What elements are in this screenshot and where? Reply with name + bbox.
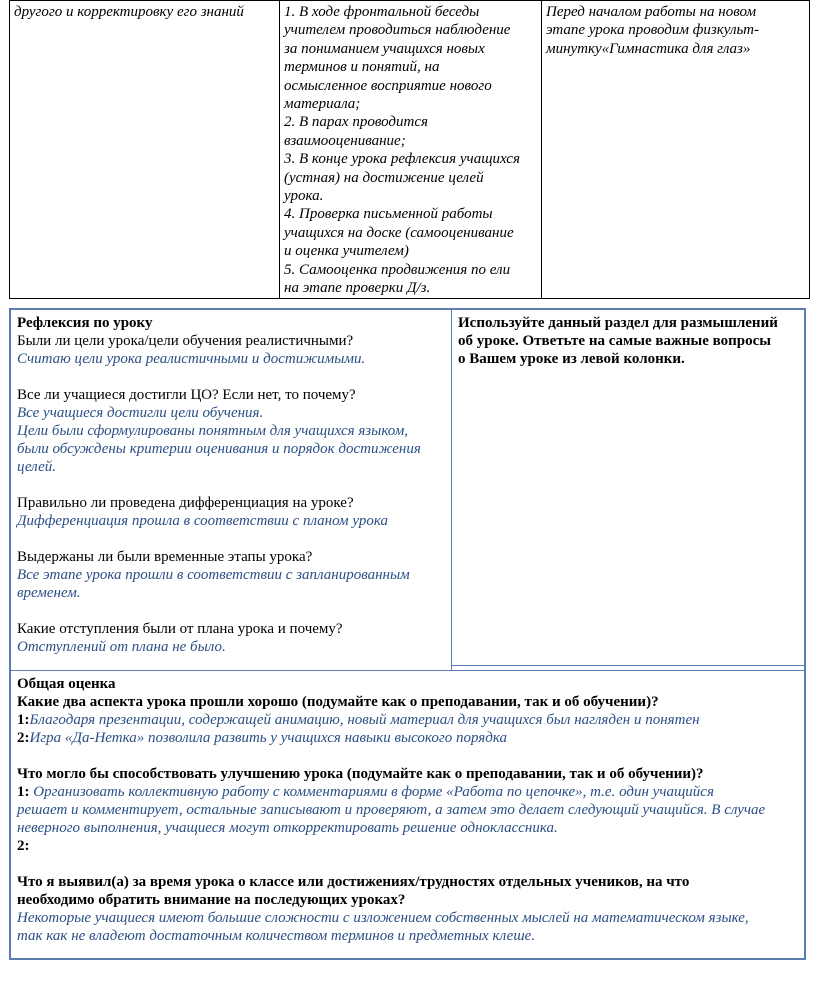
table-row <box>10 309 805 665</box>
reflection-title: Рефлексия по уроку <box>17 315 153 331</box>
reflection-questions-cell <box>10 309 452 670</box>
reflection-answer: Дифференциация прошла в соответствии с планом урока <box>17 513 388 529</box>
cell-text: на этапе проверки Д/з. <box>284 280 431 297</box>
cell-text: этапе урока проводим физкульт- <box>546 22 759 39</box>
reflection-question: Были ли цели урока/цели обучения реалистичными? <box>17 333 354 349</box>
reflection-answer: Все этапе урока прошли в соответствии с запланированным <box>17 567 410 583</box>
overall-question: Что я выявил(а) за время урока о классе или достижениях/трудностях отдельных учеников, на что <box>17 873 690 890</box>
overall-title: Общая оценка <box>17 675 116 692</box>
instructions-text: Используйте данный раздел для размышлений <box>458 315 778 331</box>
cell-text: 1. В ходе фронтальной беседы <box>284 4 480 20</box>
cell-col1 <box>10 1 280 299</box>
answer-text: неверного выполнения, учащиеся могут откорректировать решение одноклассника. <box>17 819 558 836</box>
instructions-text: об уроке. Ответьте на самые важные вопросы <box>458 333 771 349</box>
answer-text: решает и комментирует, остальные записывают и проверяют, а затем это делает следующий учащийся. В случае <box>17 801 766 818</box>
cell-text: за пониманием учащихся новых <box>284 40 485 57</box>
cell-col2 <box>280 1 542 299</box>
cell-text: 2. В парах проводится <box>284 114 428 131</box>
cell-text: 4. Проверка письменной работы <box>284 206 493 223</box>
reflection-answer: временем. <box>17 585 81 601</box>
cell-text: материала; <box>284 96 361 113</box>
cell-text: осмысленное восприятие нового <box>284 77 492 94</box>
reflection-question: Все ли учащиеся достигли ЦО? Если нет, то почему? <box>17 387 356 403</box>
cell-text: минутку«Гимнастика для глаз» <box>546 40 751 57</box>
answer-text: Организовать коллективную работу с комментариями в форме «Работа по цепочке», т.е. один учащийся <box>29 783 714 800</box>
cell-text: учащихся на доске (самооценивание <box>284 224 514 241</box>
reflection-answer: Отступлений от плана не было. <box>17 639 226 655</box>
answer-text: Благодаря презентации, содержащей анимацию, новый материал для учащихся был нагляден и понятен <box>29 711 700 728</box>
answer-text: Игра «Да-Нетка» позволила развить у учащихся навыки высокого порядка <box>29 729 507 746</box>
table-row <box>10 670 805 959</box>
cell-text: учителем проводиться наблюдение <box>284 22 511 39</box>
reflection-instructions-cell <box>452 309 806 665</box>
answer-number: 1: <box>17 783 30 800</box>
reflection-answer: целей. <box>17 459 56 475</box>
cell-text: 3. В конце урока рефлексия учащихся <box>284 151 520 168</box>
answer-number: 2: <box>17 729 30 746</box>
answer-number: 2: <box>17 837 30 854</box>
overall-answer <box>17 711 798 729</box>
reflection-answer: Все учащиеся достигли цели обучения. <box>17 405 264 421</box>
reflection-table <box>9 308 806 960</box>
cell-text: Перед началом работы на новом <box>546 4 757 20</box>
cell-text: (устная) на достижение целей <box>284 169 484 186</box>
overall-question: Какие два аспекта урока прошли хорошо (подумайте как о преподавании, так и об обучении)? <box>17 693 659 710</box>
instructions-text: о Вашем уроке из левой колонки. <box>458 351 685 367</box>
overall-question: Что могло бы способствовать улучшению урока (подумайте как о преподавании, так и об обучении)? <box>17 765 704 782</box>
reflection-question: Правильно ли проведена дифференциация на уроке? <box>17 495 354 511</box>
answer-text: так как не владеют достаточным количеством терминов и предметных клеше. <box>17 927 536 944</box>
overall-answer <box>17 783 798 801</box>
cell-text: и оценка учителем) <box>284 243 409 260</box>
answer-text: Некоторые учащиеся имеют большие сложности с изложением собственных мыслей на математическом языке, <box>17 909 749 926</box>
reflection-question: Выдержаны ли были временные этапы урока? <box>17 549 313 565</box>
reflection-answer: Считаю цели урока реалистичными и достижимыми. <box>17 351 366 367</box>
cell-text: урока. <box>284 188 324 205</box>
answer-number: 1: <box>17 711 30 728</box>
table-row <box>10 1 810 299</box>
cell-text: терминов и понятий, на <box>284 59 440 76</box>
reflection-answer: Цели были сформулированы понятным для учащихся языком, <box>17 423 409 439</box>
cell-text: другого и корректировку его знаний <box>14 4 244 20</box>
cell-col3 <box>542 1 810 299</box>
reflection-answer: были обсуждены критерии оценивания и порядок достижения <box>17 441 421 457</box>
overall-question: необходимо обратить внимание на последующих уроках? <box>17 891 406 908</box>
overall-assessment-cell <box>10 670 805 959</box>
cell-text: взаимооценивание; <box>284 132 406 149</box>
overall-answer <box>17 729 798 747</box>
reflection-question: Какие отступления были от плана урока и почему? <box>17 621 343 637</box>
cell-text: 5. Самооценка продвижения по ели <box>284 261 511 278</box>
assessment-table <box>9 0 810 299</box>
